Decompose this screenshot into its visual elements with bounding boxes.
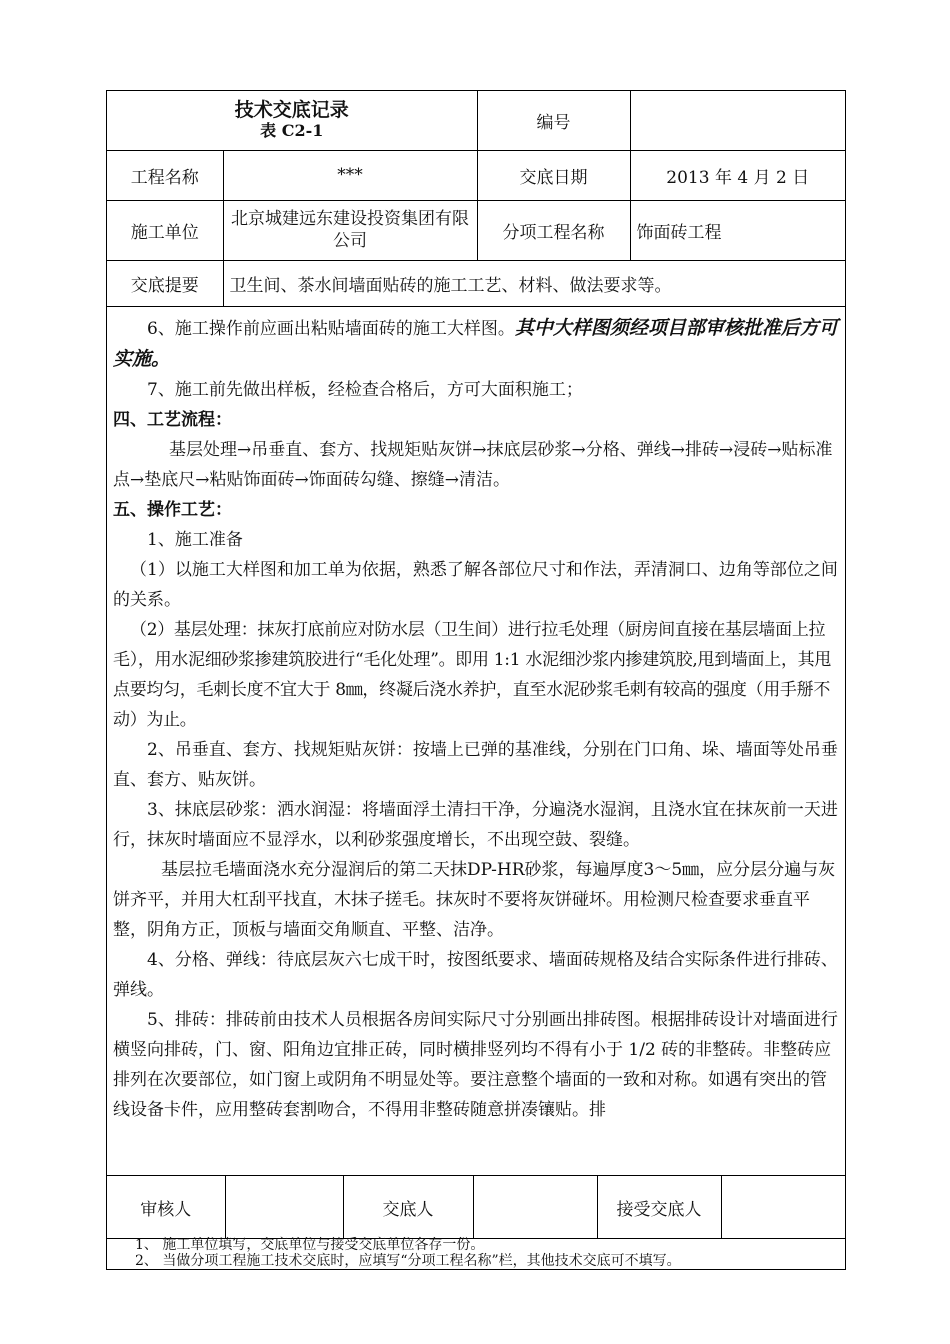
title-cell — [107, 91, 477, 150]
subproject-value[interactable]: 饰面砖工程 — [630, 200, 845, 260]
receiver-label: 接受交底人 — [597, 1176, 721, 1239]
discloser-field[interactable] — [473, 1176, 597, 1239]
footnote-1: 1、 施工单位填写，交底单位与接受交底单位各存一份。 — [135, 1237, 485, 1253]
reviewer-label: 审核人 — [107, 1176, 225, 1239]
step-2: 2、吊垂直、套方、找规矩贴灰饼：按墙上已弹的基准线，分别在门口角、垛、墙面等处吊垂直、套方、贴灰饼。 — [113, 740, 838, 790]
process-flow: 基层处理→吊垂直、套方、找规矩贴灰饼→抹底层砂浆→分格、弹线→排砖→浸砖→贴标准点→垫底尺→粘贴饰面砖→饰面砖勾缝、擦缝→清洁。 — [113, 440, 833, 490]
project-label: 工程名称 — [107, 150, 223, 200]
item-6-emphasis: 其中大样图须经项目部审核批准后方可实施。 — [113, 317, 838, 370]
summary-label: 交底提要 — [107, 260, 223, 306]
step-1-2: （2）基层处理：抹灰打底前应对防水层（卫生间）进行拉毛处理（厨房间直接在基层墙面上拉毛），用水泥细砂浆掺建筑胶进行“毛化处理”。即用 1:1 水泥细沙浆内掺建筑胶,甩到墙面上，其甩点要均匀，毛刺长度不宜大于 8㎜，终凝后浇水养护，直至水泥砂浆毛刺有较高的强度（用手掰不动）为止。 — [113, 620, 832, 730]
step-1-1: （1）以施工大样图和加工单为依据，熟悉了解各部位尺寸和作法，弄清洞口、边角等部位之间的关系。 — [113, 560, 838, 610]
unit-label: 施工单位 — [107, 200, 223, 260]
discloser-label: 交底人 — [343, 1176, 473, 1239]
number-label: 编号 — [477, 91, 630, 150]
project-value[interactable]: *** — [223, 150, 477, 200]
signature-table — [107, 1175, 845, 1239]
step-3: 3、抹底层砂浆：洒水润湿：将墙面浮土清扫干净，分遍浇水湿润，且浇水宜在抹灰前一天进行，抹灰时墙面应不显浮水，以利砂浆强度增长，不出现空鼓、裂缝。 — [113, 800, 838, 850]
header-table — [107, 91, 845, 307]
section-5-heading: 五、操作工艺： — [113, 500, 232, 520]
footnote-2: 2、 当做分项工程施工技术交底时，应填写“分项工程名称”栏，其他技术交底可不填写。 — [135, 1253, 681, 1269]
disclosure-body — [107, 307, 845, 1174]
subproject-label: 分项工程名称 — [477, 200, 630, 260]
item-7: 7、施工前先做出样板，经检查合格后，方可大面积施工； — [147, 380, 583, 400]
step-4: 4、分格、弹线：待底层灰六七成干时，按图纸要求、墙面砖规格及结合实际条件进行排砖、弹线。 — [113, 950, 838, 1000]
date-label: 交底日期 — [477, 150, 630, 200]
reviewer-field[interactable] — [225, 1176, 343, 1239]
disclosure-form — [106, 90, 846, 1270]
unit-value[interactable]: 北京城建远东建设投资集团有限公司 — [223, 200, 477, 260]
date-value[interactable]: 2013 年 4 月 2 日 — [630, 150, 845, 200]
receiver-field[interactable] — [721, 1176, 845, 1239]
form-number: 表 C2-1 — [260, 121, 324, 141]
step-1: 1、施工准备 — [147, 530, 243, 550]
item-6-text: 6、施工操作前应画出粘贴墙面砖的施工大样图。 — [147, 319, 515, 339]
footnotes — [107, 1237, 845, 1269]
number-value[interactable] — [630, 91, 845, 150]
step-3-plastering: 基层拉毛墙面浇水充分湿润后的第二天抹DP-HR砂浆，每遍厚度3～5㎜，应分层分遍与灰饼齐平，并用大杠刮平找直，木抹子搓毛。抹灰时不要将灰饼碰坏。用检测尺检查要求垂直平整，阴角方正，顶板与墙面交角顺直、平整、洁净。 — [113, 860, 836, 940]
step-5: 5、排砖：排砖前由技术人员根据各房间实际尺寸分别画出排砖图。根据排砖设计对墙面进行横竖向排砖，门、窗、阳角边宜排正砖，同时横排竖列均不得有小于 1/2 砖的非整砖。非整砖应排列在次要部位，如门窗上或阴角不明显处等。要注意整个墙面的一致和对称。如遇有突出的管线设备卡件，应用整砖套割吻合，不得用非整砖随意拼凑镶贴。排 — [113, 1010, 838, 1120]
section-4-heading: 四、工艺流程： — [113, 410, 232, 430]
form-title: 技术交底记录 — [234, 99, 349, 122]
item-6 — [113, 313, 841, 375]
summary-value[interactable]: 卫生间、茶水间墙面贴砖的施工工艺、材料、做法要求等。 — [223, 260, 845, 306]
